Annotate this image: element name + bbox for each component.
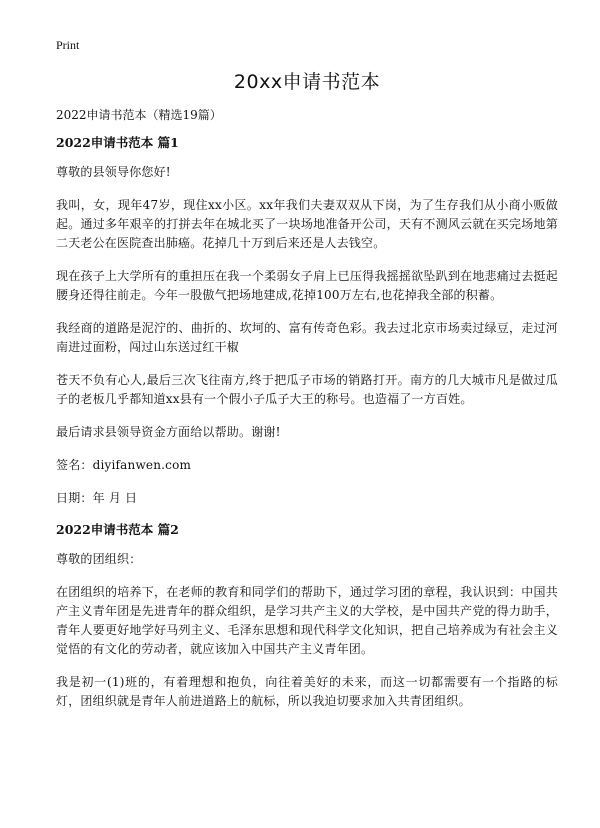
body-paragraph: 我叫，女，现年47岁，现住xx小区。xx年我们夫妻双双从下岗，为了生存我们从小商小贩做起。通过多年艰辛的打拼去年在城北买了一块场地准备开公司，天有不测风云就在买完场地第二天老公在医院查出肺癌。花掉几十万到后来还是人去钱空。 [56, 198, 558, 250]
body-paragraph: 在团组织的培养下，在老师的教育和同学们的帮助下，通过学习团的章程，我认识到：中国共产主义青年团是先进青年的群众组织，是学习共产主义的大学校，是中国共产党的得力助手，青年人要更好地学好马列主义、毛泽东思想和现代科学文化知识，把自己培养成为有社会主义觉悟的有文化的劳动者，就应该加入中国共产主义青年团。 [56, 585, 558, 656]
section-1 [56, 135, 558, 508]
greeting-paragraph: 尊敬的县领导你您好! [56, 165, 171, 179]
body-paragraph: 现在孩子上大学所有的重担压在我一个柔弱女子肩上已压得我摇摇欲坠趴到在地悲痛过去挺起腰身还得往前走。今年一股傲气把场地建成,花掉100万左右,也花掉我全部的积蓄。 [56, 269, 558, 302]
body-paragraph: 我是初一(1)班的，有着理想和抱负，向往着美好的未来，而这一切都需要有一个指路的标灯，团组织就是青年人前进道路上的航标，所以我迫切要求加入共青团组织。 [56, 675, 558, 708]
section-2 [56, 522, 558, 711]
print-link[interactable]: Print [56, 38, 80, 52]
body-paragraph: 苍天不负有心人,最后三次飞往南方,终于把瓜子市场的销路打开。南方的几大城市凡是做过瓜子的老板几乎都知道xx县有一个假小子瓜子大王的称号。也造福了一方百姓。 [56, 373, 558, 406]
greeting-paragraph: 尊敬的团组织： [56, 552, 142, 566]
signature-line: 签名：diyifanwen.com [56, 458, 192, 472]
section-heading: 2022申请书范本 篇1 [56, 135, 179, 150]
date-line: 日期：年 月 日 [56, 491, 138, 505]
section-heading: 2022申请书范本 篇2 [56, 522, 179, 537]
closing-paragraph: 最后请求县领导资金方面给以帮助。谢谢! [56, 425, 281, 439]
document-title: 20xx申请书范本 [233, 71, 381, 93]
document-subtitle: 2022申请书范本（精选19篇） [56, 108, 222, 122]
body-paragraph: 我经商的道路是泥泞的、曲折的、坎坷的、富有传奇色彩。我去过北京市场卖过绿豆，走过河南进过面粉，闯过山东送过红干椒 [56, 321, 558, 354]
